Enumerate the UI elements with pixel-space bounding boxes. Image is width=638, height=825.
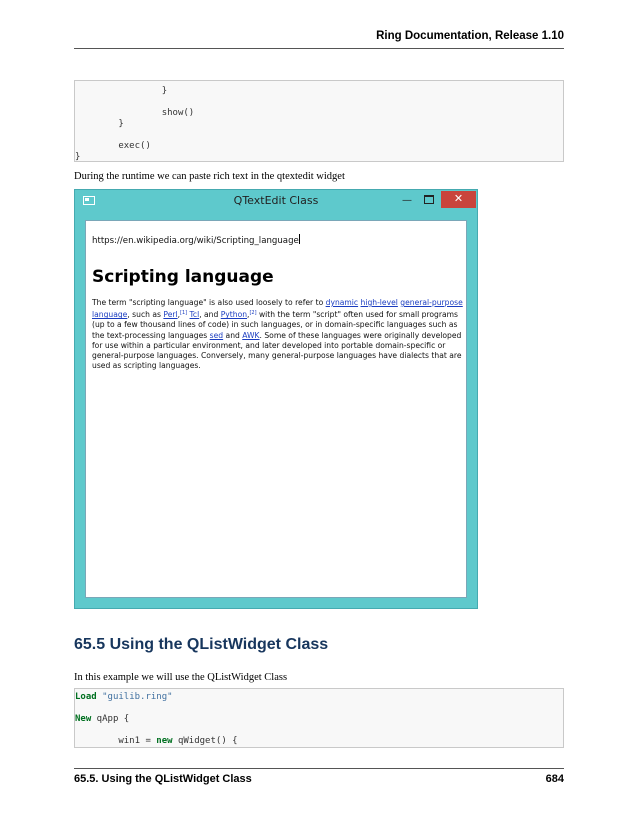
code-line [75, 97, 563, 108]
code-line [75, 725, 563, 736]
window-titlebar [75, 190, 477, 212]
footer-rule [74, 768, 564, 769]
code-line [75, 714, 563, 725]
code-string: "guilib.ring" [102, 692, 173, 702]
editor-url-line [92, 234, 300, 246]
code-keyword: New [75, 714, 92, 724]
text-editor[interactable] [85, 220, 467, 598]
maximize-icon[interactable] [424, 195, 434, 204]
code-text: win1 = [75, 736, 157, 746]
code-line: show() [75, 108, 195, 118]
body-text: The term "scripting language" is also used loosely to refer to [92, 298, 326, 307]
header-rule [74, 48, 564, 49]
code-block-bottom [74, 688, 564, 748]
code-keyword: new [156, 736, 173, 746]
body-text: , and [199, 310, 221, 320]
ref-2[interactable]: [2] [249, 310, 257, 317]
link-tcl[interactable]: Tcl [189, 310, 200, 320]
link-awk[interactable]: AWK [242, 330, 260, 340]
body-text: and [223, 330, 243, 340]
body-text: with the term "script" often used for small programs (up to a few thousand lines of code) in such languages, or in domain-specific languages such as the text-processing languages [92, 310, 458, 340]
editor-heading: Scripting language [92, 267, 274, 287]
code-block-top [74, 80, 564, 162]
code-line [75, 703, 563, 714]
running-header: Ring Documentation, Release 1.10 [376, 30, 564, 42]
body-text: . Some of these languages were originally developed for use within a particular environment, and later developed into portable domain-specific or general-purpose languages. Conversely, many general-purpose languages have dialects that are used as scripting languages. [92, 330, 462, 371]
code-keyword: Load [75, 692, 97, 702]
editor-body: The term "scripting language" is also used loosely to refer to dynamic high-level general-purpose language, such as Perl,[1] Tcl, and Python,[2] with the term "script" often used for small programs (up to a few thousand lines of code) in such languages, or in domain-specific languages such as the text-processing languages sed and AWK. Some of these languages were originally developed for use within a particular environment, and later developed into portable domain-specific or general-purpose languages. Conversely, many general-purpose languages have dialects that are used as scripting languages. [92, 298, 463, 371]
link-high-level[interactable]: high-level [360, 298, 398, 307]
section-title: 65.5 Using the QListWidget Class [74, 636, 329, 653]
window-title: QTextEdit Class [233, 194, 319, 207]
text-caret [299, 234, 300, 244]
code-line [75, 692, 563, 703]
qtextedit-window-screenshot [74, 189, 478, 609]
minimize-icon[interactable]: — [402, 195, 412, 206]
link-perl[interactable]: Perl [163, 310, 178, 320]
link-python[interactable]: Python [220, 310, 248, 320]
link-general-purpose[interactable]: general-purpose language [92, 298, 463, 320]
code-text: qApp { [91, 714, 130, 724]
page-number: 684 [545, 773, 564, 785]
code-line [75, 736, 563, 747]
paragraph-example: In this example we will use the QListWidget Class [74, 672, 288, 683]
ref-1[interactable]: [1] [180, 310, 188, 317]
link-sed[interactable]: sed [209, 330, 224, 340]
code-line [75, 130, 563, 141]
body-text: , such as [127, 310, 164, 320]
url-text: https://en.wikipedia.org/wiki/Scripting_language [92, 236, 299, 246]
code-line: } [75, 152, 81, 162]
link-dynamic[interactable]: dynamic [325, 298, 359, 307]
close-icon[interactable]: ✕ [441, 191, 476, 208]
code-line: } [75, 119, 124, 129]
footer-section: 65.5. Using the QListWidget Class [74, 773, 252, 785]
code-line: exec() [75, 141, 151, 151]
code-text: qWidget() { [172, 736, 238, 746]
paragraph-runtime: During the runtime we can paste rich text in the qtextedit widget [74, 171, 345, 182]
code-line: } [75, 86, 168, 96]
